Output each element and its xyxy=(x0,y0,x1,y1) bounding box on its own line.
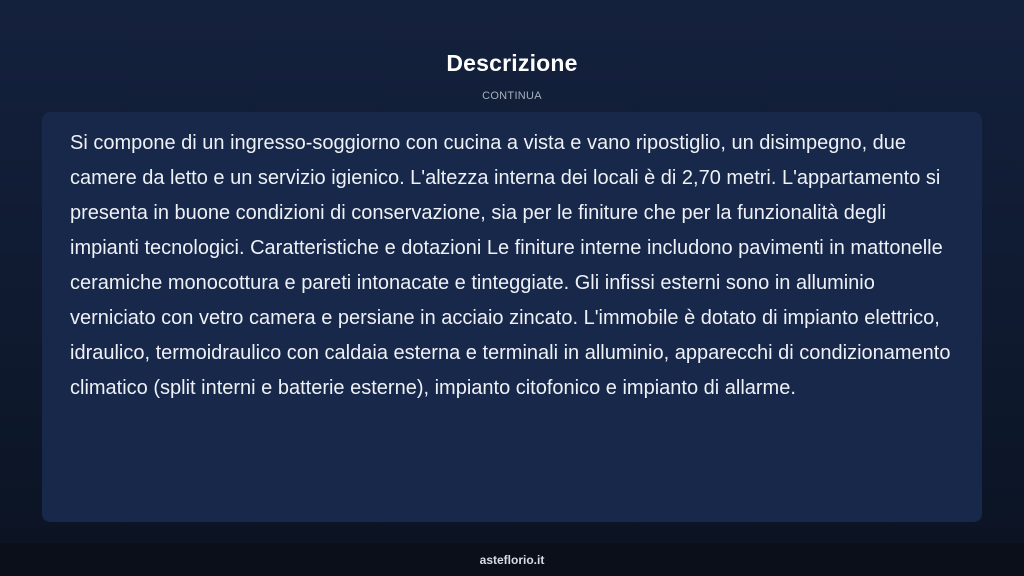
site-name[interactable]: asteflorio.it xyxy=(479,552,545,567)
description-text: Si compone di un ingresso-soggiorno con cucina a vista e vano ripostiglio, un disimpegno, due camere da letto e un servizio igienico. L'altezza interna dei locali è di 2,70 metri. L'appartamento si presenta in buone condizioni di conservazione, sia per le finiture che per la funzionalità degli impianti tecnologici. Caratteristiche e dotazioni Le finiture interne includono pavimenti in mattonelle ceramiche monocottura e pareti intonacate e tinteggiate. Gli infissi esterni sono in alluminio verniciato con vetro camera e persiane in acciaio zincato. L'immobile è dotato di impianto elettrico, idraulico, termoidraulico con caldaia esterna e terminali in alluminio, apparecchi di condizionamento climatico (split interni e batterie esterne), impianto citofonico e impianto di allarme. xyxy=(70,132,951,399)
footer-bar xyxy=(0,543,1024,576)
page-title: Descrizione xyxy=(446,50,578,76)
description-card xyxy=(42,112,982,522)
continue-link[interactable]: CONTINUA xyxy=(482,90,542,102)
